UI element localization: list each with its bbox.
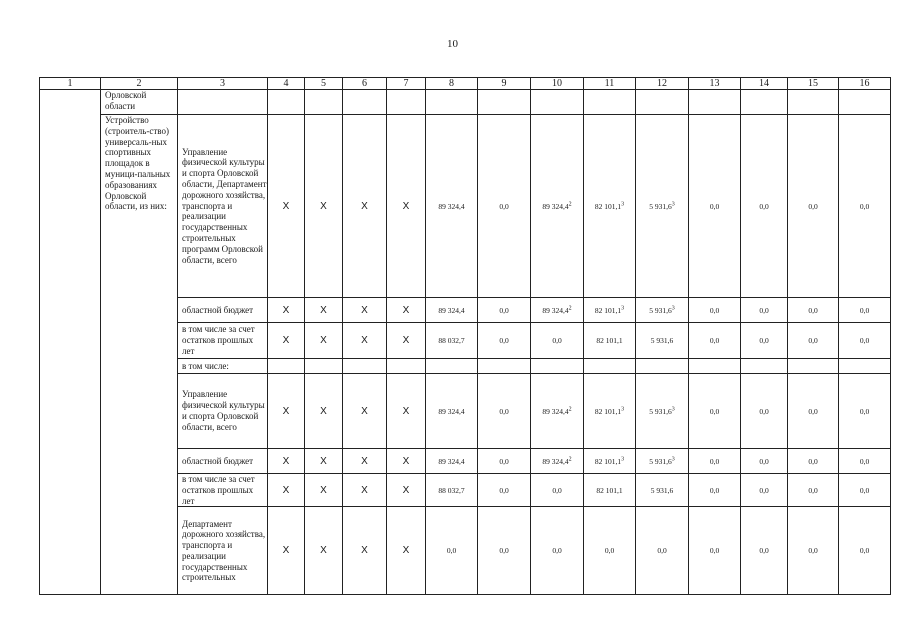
amount-cell-c13	[689, 298, 741, 323]
x-mark-cell: X	[268, 323, 305, 359]
amount-value: 89 324,4	[438, 201, 465, 211]
amount-cell-c15	[788, 507, 839, 595]
executor-cell: Управление физической культуры и спорта Орловской области, всего	[178, 374, 268, 449]
empty-cell	[426, 359, 478, 374]
amount-cell-c13	[689, 323, 741, 359]
amount-value: 5 931,6	[650, 336, 674, 345]
empty-cell	[387, 359, 426, 374]
amount-value: 0,0	[859, 406, 870, 416]
amount-value: 5 931,6	[650, 485, 674, 495]
x-mark-cell: X	[268, 115, 305, 298]
amount-cell-c9	[478, 115, 531, 298]
x-mark-cell: X	[343, 298, 387, 323]
column-header: 5	[305, 78, 343, 90]
footnote-marker: 3	[671, 456, 675, 462]
amount-value: 0,0	[552, 485, 562, 495]
amount-value: 89 324,4	[438, 406, 465, 416]
x-mark-cell: X	[305, 115, 343, 298]
x-mark-cell: X	[268, 507, 305, 595]
amount-cell-c11	[584, 449, 636, 474]
column-header: 6	[343, 78, 387, 90]
amount-value: 0,0	[808, 406, 818, 416]
amount-value: 0,0	[808, 336, 818, 345]
amount-cell-c10	[531, 507, 584, 595]
amount-value: 88 032,7	[438, 336, 465, 345]
amount-cell-c14	[741, 374, 788, 449]
amount-cell-c8	[426, 507, 478, 595]
amount-value: 0,0	[859, 456, 870, 466]
empty-cell	[788, 359, 839, 374]
budget-table	[39, 77, 891, 595]
amount-cell-c11	[584, 474, 636, 507]
footnote-marker: 3	[621, 305, 625, 311]
amount-cell-c14	[741, 449, 788, 474]
amount-cell-c13	[689, 374, 741, 449]
empty-cell	[636, 359, 689, 374]
amount-cell-c8	[426, 323, 478, 359]
amount-cell-c14	[741, 115, 788, 298]
amount-value: 0,0	[808, 485, 818, 495]
amount-value: 0,0	[808, 305, 818, 315]
amount-cell-c12	[636, 374, 689, 449]
amount-value: 5 931,6	[649, 456, 672, 466]
amount-value: 82 101,1	[594, 305, 622, 315]
x-mark-cell: X	[305, 374, 343, 449]
amount-value: 0,0	[759, 406, 769, 416]
amount-cell-c10	[531, 374, 584, 449]
amount-cell-c8	[426, 298, 478, 323]
amount-value: 0,0	[759, 201, 769, 211]
amount-value: 0,0	[499, 456, 509, 466]
empty-cell	[343, 359, 387, 374]
amount-value: 0,0	[709, 201, 720, 211]
x-mark-cell: X	[387, 323, 426, 359]
amount-value: 5 931,6	[649, 305, 672, 315]
amount-value: 0,0	[709, 305, 720, 315]
amount-cell-c14	[741, 323, 788, 359]
column-number-row	[40, 78, 891, 90]
amount-cell-c8	[426, 449, 478, 474]
page-number: 10	[447, 38, 458, 50]
footnote-marker: 2	[568, 305, 572, 311]
x-mark-cell: X	[387, 449, 426, 474]
amount-value: 0,0	[808, 201, 818, 211]
amount-value: 0,0	[709, 485, 720, 495]
amount-value: 88 032,7	[438, 485, 465, 495]
amount-value: 0,0	[604, 546, 615, 556]
column-header: 2	[101, 78, 178, 90]
region-name: Орловской области	[101, 90, 178, 115]
amount-cell-c10	[531, 474, 584, 507]
amount-value: 82 101,1	[594, 456, 622, 466]
footnote-marker: 3	[621, 406, 625, 412]
amount-value: 0,0	[552, 546, 562, 556]
amount-value: 0,0	[759, 546, 769, 556]
amount-cell-c14	[741, 507, 788, 595]
amount-cell-c16	[839, 374, 891, 449]
amount-value: 0,0	[759, 485, 769, 495]
amount-cell-c10	[531, 449, 584, 474]
executor-cell: в том числе за счет остатков прошлых лет	[178, 323, 268, 359]
amount-value: 89 324,4	[542, 201, 569, 211]
empty-cell	[689, 359, 741, 374]
empty-cell	[305, 359, 343, 374]
footnote-marker: 3	[671, 305, 675, 311]
x-mark-cell: X	[305, 298, 343, 323]
amount-value: 0,0	[859, 485, 870, 495]
amount-cell-c16	[839, 507, 891, 595]
amount-cell-c15	[788, 374, 839, 449]
amount-value: 0,0	[859, 201, 870, 211]
amount-cell-c10	[531, 298, 584, 323]
amount-value: 0,0	[759, 456, 769, 466]
amount-cell-c8	[426, 115, 478, 298]
amount-value: 0,0	[808, 546, 818, 556]
amount-cell-c16	[839, 323, 891, 359]
executor-cell: областной бюджет	[178, 298, 268, 323]
amount-cell-c12	[636, 115, 689, 298]
column-header: 13	[689, 78, 741, 90]
amount-cell-c13	[689, 115, 741, 298]
executor-cell: Департамент дорожного хозяйства, транспорта и реализации государственных строительных	[178, 507, 268, 595]
column-header: 12	[636, 78, 689, 90]
region-row	[40, 90, 891, 115]
amount-cell-c9	[478, 298, 531, 323]
executor-cell: в том числе:	[178, 359, 268, 374]
amount-value: 82 101,1	[596, 485, 623, 495]
x-mark-cell: X	[343, 374, 387, 449]
amount-value: 0,0	[657, 546, 667, 556]
amount-cell-c9	[478, 323, 531, 359]
empty-cell	[178, 90, 268, 115]
executor-cell: в том числе за счет остатков прошлых лет	[178, 474, 268, 507]
amount-cell-c16	[839, 298, 891, 323]
amount-value: 89 324,4	[438, 456, 465, 466]
amount-cell-c13	[689, 449, 741, 474]
amount-value: 0,0	[759, 305, 769, 315]
x-mark-cell: X	[268, 474, 305, 507]
amount-cell-c14	[741, 474, 788, 507]
amount-value: 0,0	[499, 485, 509, 495]
amount-value: 0,0	[446, 546, 457, 556]
x-mark-cell: X	[387, 474, 426, 507]
amount-cell-c16	[839, 474, 891, 507]
amount-cell-c15	[788, 298, 839, 323]
amount-cell-c10	[531, 115, 584, 298]
column-header: 3	[178, 78, 268, 90]
amount-cell-c15	[788, 474, 839, 507]
x-mark-cell: X	[343, 449, 387, 474]
amount-value: 82 101,1	[594, 406, 622, 416]
x-mark-cell: X	[305, 507, 343, 595]
column-header: 16	[839, 78, 891, 90]
footnote-marker: 3	[671, 406, 675, 412]
amount-cell-c15	[788, 115, 839, 298]
x-mark-cell: X	[387, 115, 426, 298]
amount-value: 5 931,6	[649, 201, 672, 211]
amount-cell-c12	[636, 474, 689, 507]
amount-value: 0,0	[859, 305, 870, 315]
amount-value: 0,0	[499, 546, 509, 556]
amount-cell-c12	[636, 323, 689, 359]
amount-cell-c14	[741, 298, 788, 323]
amount-value: 0,0	[499, 406, 509, 416]
amount-value: 0,0	[709, 336, 720, 345]
footnote-marker: 2	[568, 406, 572, 412]
amount-value: 0,0	[808, 456, 818, 466]
x-mark-cell: X	[305, 323, 343, 359]
table-row	[40, 115, 891, 298]
row-number-cell	[40, 90, 101, 595]
amount-cell-c8	[426, 474, 478, 507]
amount-cell-c12	[636, 298, 689, 323]
amount-cell-c11	[584, 507, 636, 595]
amount-value: 89 324,4	[542, 406, 569, 416]
measure-description: Устройство (строитель-ство) универсаль-ных спортивных площадок в муници-пальных образованиях Орловской области, из них:	[101, 115, 178, 595]
column-header: 14	[741, 78, 788, 90]
amount-cell-c11	[584, 323, 636, 359]
amount-cell-c13	[689, 507, 741, 595]
amount-cell-c12	[636, 449, 689, 474]
amount-value: 0,0	[552, 336, 562, 345]
x-mark-cell: X	[387, 507, 426, 595]
amount-value: 89 324,4	[542, 456, 569, 466]
empty-cell	[741, 359, 788, 374]
empty-cell	[268, 359, 305, 374]
empty-cell	[584, 359, 636, 374]
column-header: 11	[584, 78, 636, 90]
amount-cell-c13	[689, 474, 741, 507]
x-mark-cell: X	[268, 298, 305, 323]
amount-value: 0,0	[859, 336, 870, 345]
footnote-marker: 3	[621, 456, 625, 462]
amount-value: 82 101,1	[594, 201, 622, 211]
amount-value: 0,0	[709, 456, 720, 466]
empty-cell	[478, 359, 531, 374]
amount-cell-c16	[839, 115, 891, 298]
x-mark-cell: X	[305, 449, 343, 474]
amount-value: 0,0	[499, 305, 509, 315]
amount-value: 0,0	[499, 201, 509, 211]
x-mark-cell: X	[268, 374, 305, 449]
column-header: 8	[426, 78, 478, 90]
x-mark-cell: X	[343, 507, 387, 595]
x-mark-cell: X	[343, 323, 387, 359]
amount-cell-c9	[478, 474, 531, 507]
amount-value: 82 101,1	[596, 336, 623, 345]
amount-value: 0,0	[709, 406, 720, 416]
executor-cell: областной бюджет	[178, 449, 268, 474]
amount-cell-c12	[636, 507, 689, 595]
column-header: 7	[387, 78, 426, 90]
x-mark-cell: X	[387, 374, 426, 449]
amount-value: 89 324,4	[438, 305, 465, 315]
amount-value: 5 931,6	[649, 406, 672, 416]
amount-value: 0,0	[759, 336, 769, 345]
amount-cell-c10	[531, 323, 584, 359]
x-mark-cell: X	[343, 115, 387, 298]
amount-cell-c8	[426, 374, 478, 449]
x-mark-cell: X	[387, 298, 426, 323]
amount-value: 0,0	[709, 546, 720, 556]
column-header: 4	[268, 78, 305, 90]
empty-cell	[531, 359, 584, 374]
amount-cell-c9	[478, 374, 531, 449]
column-header: 10	[531, 78, 584, 90]
amount-cell-c11	[584, 298, 636, 323]
x-mark-cell: X	[305, 474, 343, 507]
amount-cell-c15	[788, 323, 839, 359]
empty-cell	[839, 359, 891, 374]
amount-cell-c9	[478, 507, 531, 595]
amount-value: 0,0	[499, 336, 509, 345]
column-header: 1	[40, 78, 101, 90]
amount-cell-c11	[584, 115, 636, 298]
amount-cell-c15	[788, 449, 839, 474]
footnote-marker: 2	[568, 201, 572, 207]
amount-cell-c11	[584, 374, 636, 449]
amount-value: 89 324,4	[542, 305, 569, 315]
footnote-marker: 3	[621, 201, 625, 207]
footnote-marker: 3	[671, 201, 675, 207]
column-header: 9	[478, 78, 531, 90]
footnote-marker: 2	[568, 456, 572, 462]
amount-cell-c16	[839, 449, 891, 474]
amount-cell-c9	[478, 449, 531, 474]
executor-cell: Управление физической культуры и спорта Орловской области, Департамент дорожного хозяйства, транспорта и реализации государственных строительных программ Орловской области, всего	[178, 115, 268, 298]
column-header: 15	[788, 78, 839, 90]
x-mark-cell: X	[343, 474, 387, 507]
x-mark-cell: X	[268, 449, 305, 474]
amount-value: 0,0	[859, 546, 870, 556]
